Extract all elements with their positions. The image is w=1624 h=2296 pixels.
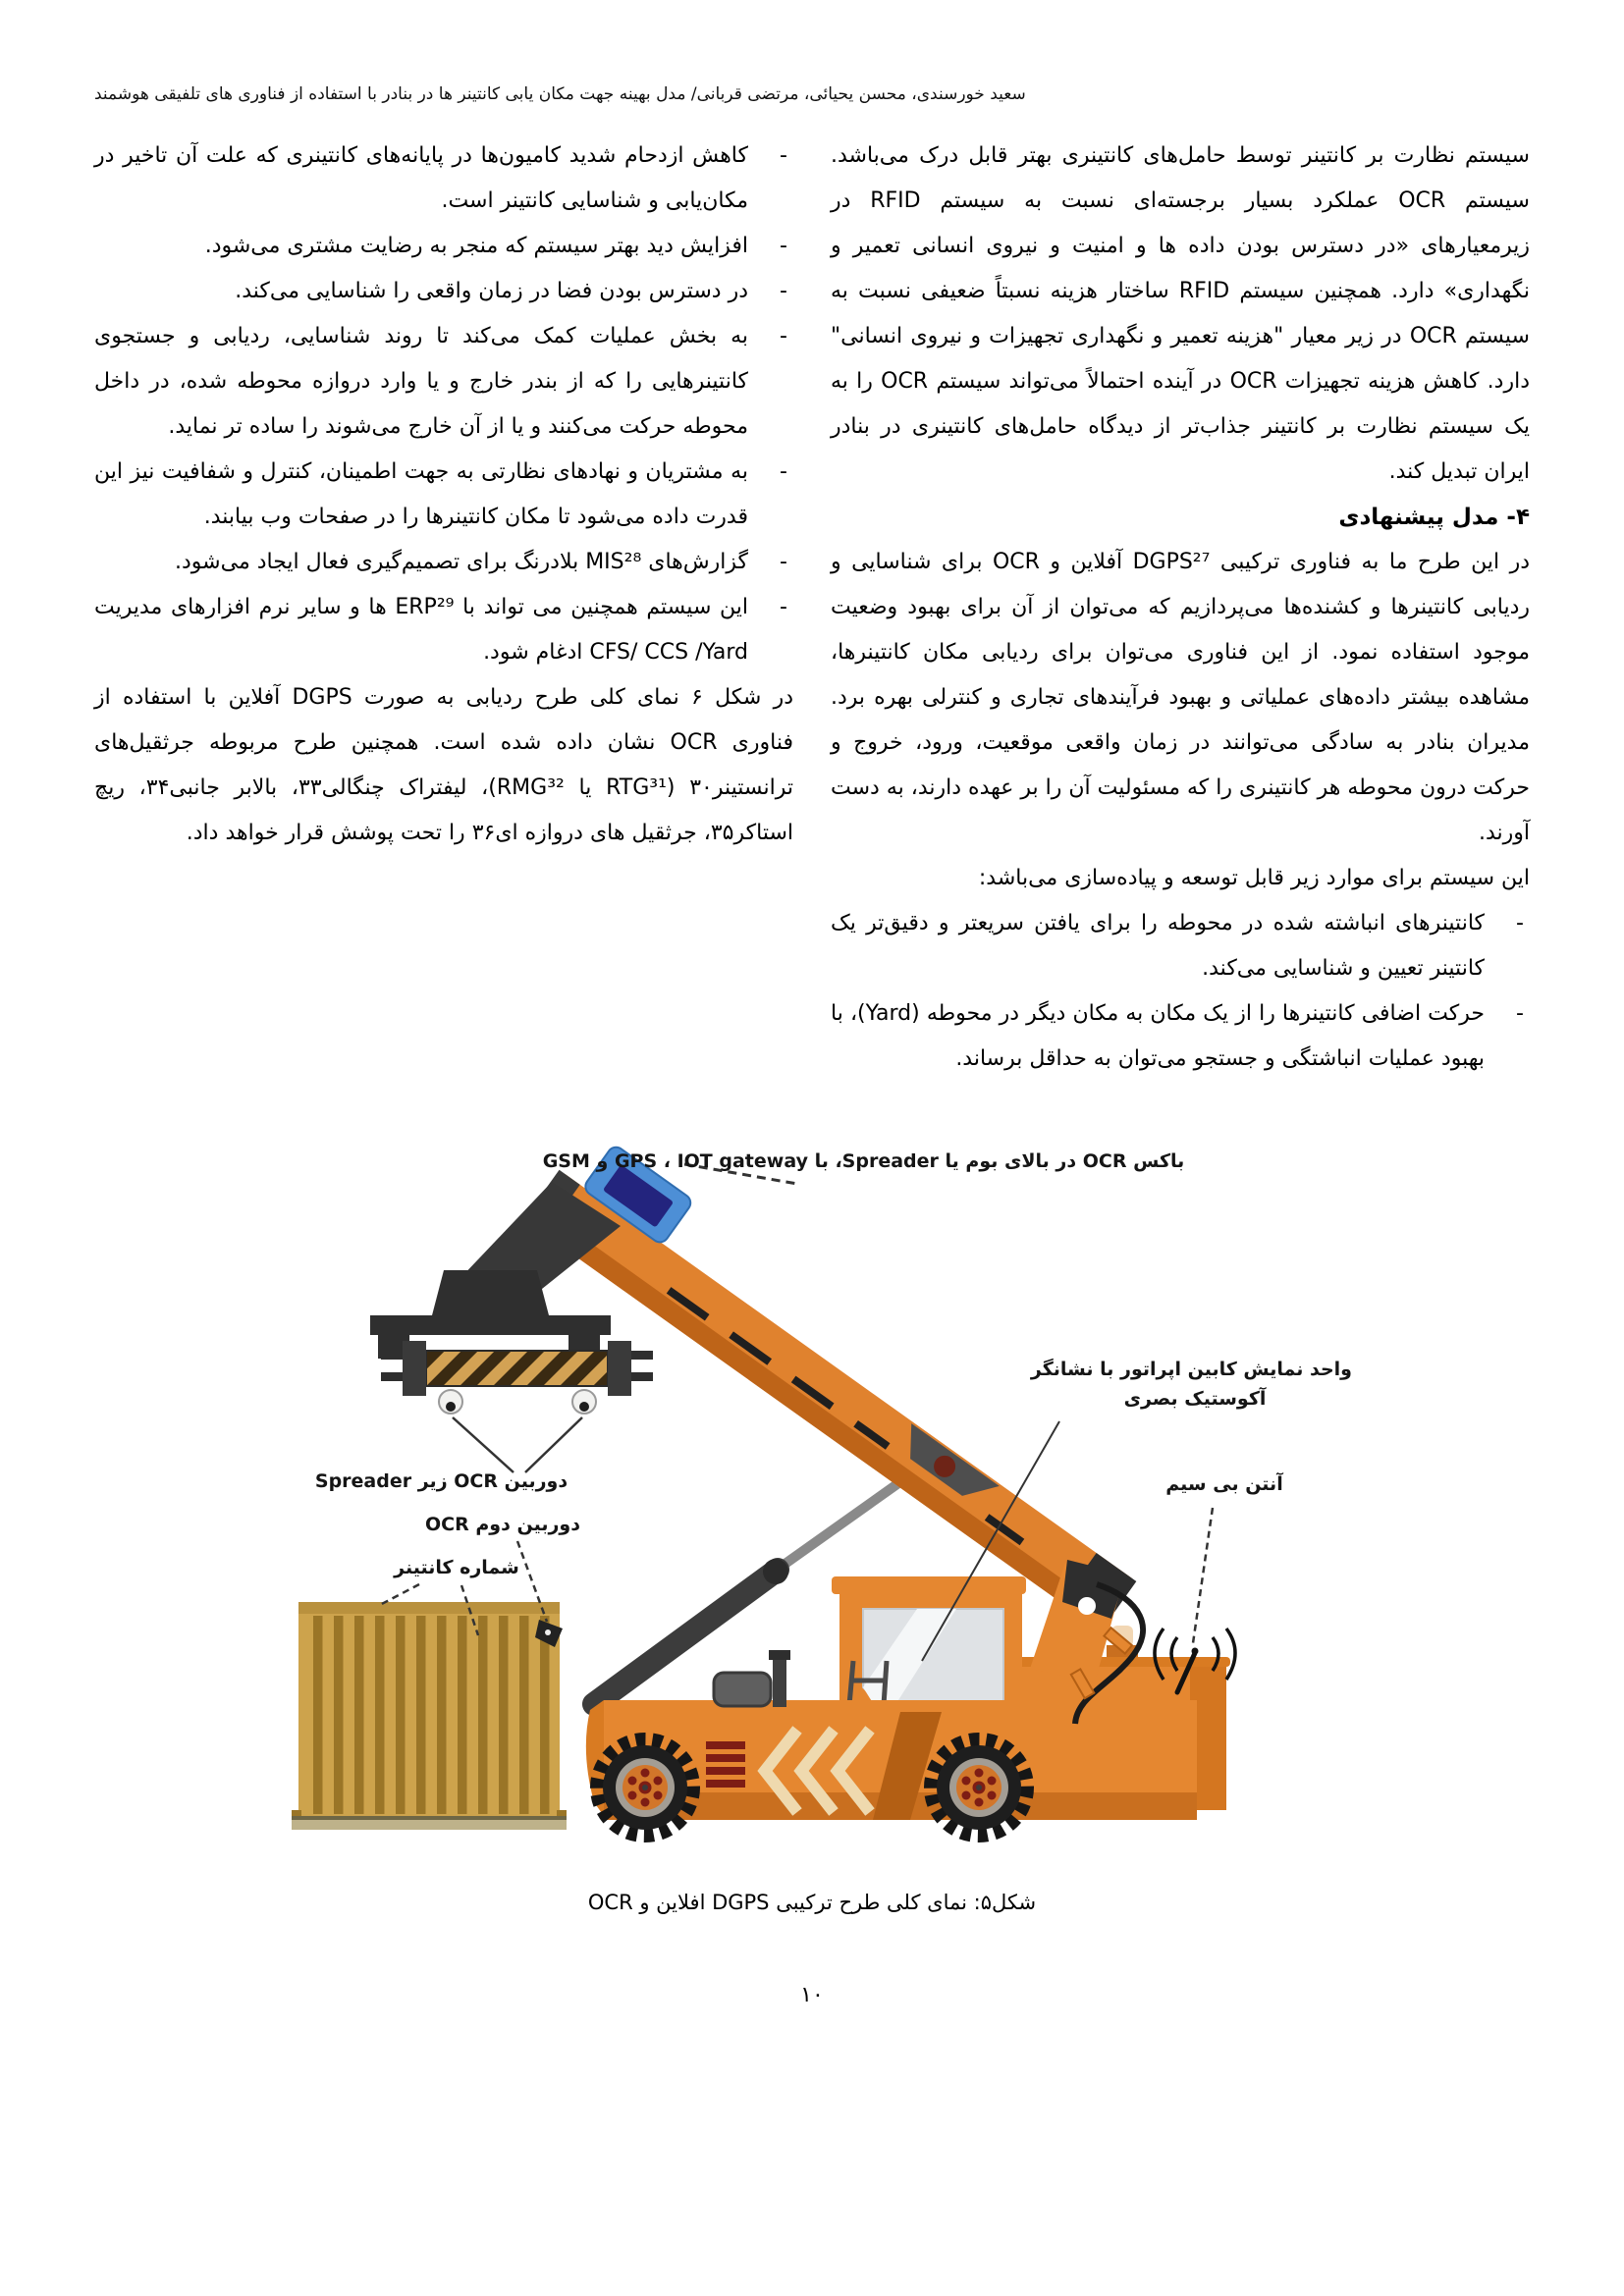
bullet-marker: - [1516, 1001, 1524, 1026]
paragraph: در این طرح ما به فناوری ترکیبی DGPS²⁷ آفلاین و OCR برای شناسایی و ردیابی کانتینرها و کشنده‌ها می‌پردازیم که می‌توان از آن برای بهبود وضعیت موجود استفاده نمود. از این فناوری می‌توان برای ردیابی مکان کانتینرها، مشاهده بیشتر داده‌های عملیاتی و بهبود فرآیندهای تجاری و کنترلی بهره برد. مدیران بنادر به سادگی می‌توانند در زمان واقعی موقعیت، ورود، خروج و حرکت درون محوطه هر کانتینری را که مسئولیت آن را بر عهده دارند، به دست آورند. [831, 550, 1530, 845]
bullet-text: افزایش دید بهتر سیستم که منجر به رضایت مشتری می‌شود. [204, 234, 748, 258]
list-item [94, 269, 793, 314]
figure-label-ocr-box: باکس OCR در بالای بوم یا Spreader، با GPS ، IOT gateway و GSM [542, 1150, 1185, 1172]
list-item [831, 991, 1530, 1082]
left-column [94, 133, 793, 1082]
section-heading: ۴- مدل پیشنهادی [1338, 505, 1530, 530]
bullet-marker: - [1516, 911, 1524, 935]
spreader-beam [426, 1351, 608, 1386]
engine-detail [714, 1650, 790, 1707]
bullet-text: کانتینرهای انباشته شده در محوطه را برای یافتن سریعتر و دقیق‌تر یک کانتینر تعیین و شناسایی می‌کند. [831, 911, 1485, 981]
right-column [831, 133, 1530, 1082]
figure-caption: شکل۵: نمای کلی طرح ترکیبی DGPS افلاین و OCR [587, 1891, 1037, 1914]
spreader-camera-dome-icon [439, 1390, 462, 1414]
figure-label-cabin-display-line2: آکوستیک بصری [1123, 1388, 1267, 1410]
bullet-text: به بخش عملیات کمک می‌کند تا روند شناسایی، ردیابی و جستجوی کانتینرهایی را که از بندر خارج و یا وارد دروازه محوطه شده، در داخل محوطه حرکت می‌کنند و یا از آن خارج می‌شوند را ساده تر نماید. [94, 324, 748, 439]
list-item [94, 450, 793, 540]
list-item [94, 540, 793, 585]
bullet-marker: - [780, 324, 787, 348]
bullet-marker: - [780, 595, 787, 619]
closing-paragraph: در شکل ۶ نمای کلی طرح ردیابی به صورت DGPS آفلاین با استفاده از فناوری OCR نشان داده شده است. همچنین طرح مربوطه جرثقیل‌های ترانستینر۳۰ (RTG³¹ یا RMG³²)، لیفتراک چنگالی۳۳، بالابر جانبی۳۴، ریچ استاکر۳۵، جرثقیل های دروازه ای۳۶ را تحت پوشش قرار خواهد داد. [94, 685, 794, 845]
figure-label-cabin-display: واحد نمایش کابین اپراتور با نشانگر [1030, 1359, 1352, 1380]
bullet-text: در دسترس بودن فضا در زمان واقعی را شناسایی می‌کند. [235, 279, 748, 303]
figure-label-spreader-camera: دوربین OCR زیر Spreader [314, 1470, 568, 1492]
figure-reach-stacker [223, 1123, 1401, 1857]
paragraph: سیستم نظارت بر کانتینر توسط حامل‌های کانتینری بهتر قابل درک می‌باشد. سیستم OCR عملکرد بسیار برجسته‌ای نسبت به سیستم RFID در زیرمعیارهای «در دسترس بودن داده ها و امنیت و نیروی انسانی تعمیر و نگهداری» دارد. همچنین سیستم RFID ساختار هزینه نسبتاً ضعیفی نسبت به سیستم OCR در زیر معیار "هزینه تعمیر و نگهداری تجهیزات و نیروی انسانی" دارد. کاهش هزینه تجهیزات OCR در آینده احتمالاً می‌تواند سیستم OCR را به یک سیستم نظارت بر کانتینر جذاب‌تر از دیدگاه حامل‌های کانتینری در بنادر ایران تبدیل کند. [831, 143, 1531, 484]
bullet-marker: - [780, 459, 787, 484]
page-number: ۱۰ [800, 1983, 824, 2007]
figure-label-second-camera: دوربین دوم OCR [425, 1514, 580, 1535]
bullet-text: به مشتریان و نهادهای نظارتی به جهت اطمینان، کنترل و شفافیت نیز این قدرت داده می‌شود تا مکان کانتینرها را در صفحات وب بیابند. [94, 459, 748, 529]
bullet-text: این سیستم همچنین می تواند با ERP²⁹ ها و سایر نرم افزارهای مدیریت CFS/ CCS /Yard ادغام شود. [94, 595, 748, 665]
bullet-text: کاهش ازدحام شدید کامیون‌ها در پایانه‌های کانتینری که علت آن تاخیر در مکان‌یابی و شناسایی کانتینر است. [94, 143, 748, 213]
list-item [831, 901, 1530, 991]
bullet-marker: - [780, 279, 787, 303]
bullet-marker: - [780, 550, 787, 574]
list-item [94, 224, 793, 269]
container-icon [292, 1602, 567, 1830]
figure-label-wireless-antenna: آنتن بی سیم [1165, 1473, 1283, 1495]
bullet-text: حرکت اضافی کانتینرها را از یک مکان به مکان دیگر در محوطه (Yard)، با بهبود عملیات انباشتگی و جستجو می‌توان به حداقل برساند. [831, 1001, 1485, 1071]
list-item [94, 585, 793, 675]
spreader-camera-dome-icon [572, 1390, 596, 1414]
figure-label-container-number: شماره کانتینر [394, 1557, 519, 1578]
list-intro: این سیستم برای موارد زیر قابل توسعه و پیاده‌سازی می‌باشد: [978, 866, 1530, 890]
bullet-marker: - [780, 143, 787, 168]
list-item [94, 133, 793, 224]
bullet-marker: - [780, 234, 787, 258]
two-column-body [94, 133, 1530, 1082]
bullet-text: گزارش‌های MIS²⁸ بلادرنگ برای تصمیم‌گیری فعال ایجاد می‌شود. [175, 550, 748, 574]
running-head: سعید خورسندی، محسن یحیائی، مرتضی قربانی/ مدل بهینه جهت مکان یابی کانتینر ها در بنادر با استفاده از فناوری های تلفیقی هوشمند [94, 84, 1026, 104]
list-item [94, 314, 793, 450]
